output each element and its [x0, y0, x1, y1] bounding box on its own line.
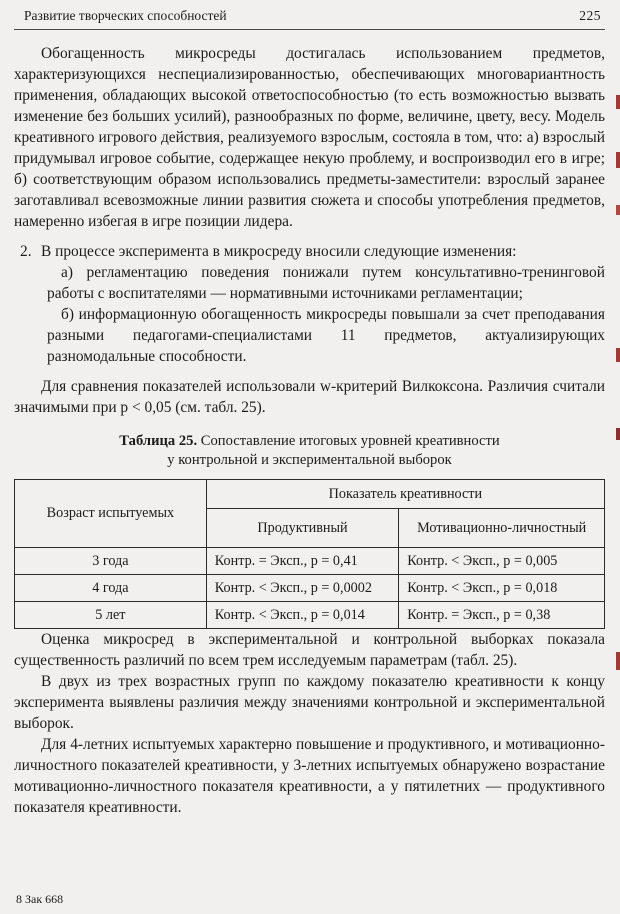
column-header-productive: Продуктивный: [206, 509, 399, 548]
cell-motivational: Контр. = Эксп., p = 0,38: [399, 602, 605, 629]
table-row: [15, 602, 605, 629]
cell-motivational: Контр. < Эксп., p = 0,005: [399, 548, 605, 575]
table-row: [15, 575, 605, 602]
table-body: [15, 548, 605, 629]
item-intro: В процессе эксперимента в микросреду вносили следующие изменения:: [41, 243, 517, 260]
subitem-a: а) регламентацию поведения понижали путем консультативно-тренинговой работы с воспитателями — нормативными источниками регламентации;: [47, 264, 605, 302]
subitem-b: б) информационную обогащенность микросреды повышали за счет преподавания разными педагогами-специалистами 11 предметов, актуализирующих разномодальные способности.: [47, 306, 605, 365]
table-caption-line2: у контрольной и экспериментальной выборок: [167, 452, 452, 468]
cell-productive: Контр. < Эксп., p = 0,014: [206, 602, 399, 629]
table-row: [15, 548, 605, 575]
paragraph-two-of-three: В двух из трех возрастных групп по каждому показателю креативности к концу эксперимента выявлены различия между значениями контрольной и экспериментальной выборок.: [14, 673, 605, 732]
paragraph-evaluation: Оценка микросред в экспериментальной и контрольной выборках показала существенность различий по всем трем исследуемым параметрам (табл. 25).: [14, 631, 605, 669]
scan-edge-mark: [616, 348, 620, 362]
cell-motivational: Контр. < Эксп., p = 0,018: [399, 575, 605, 602]
item-number: 2.: [20, 243, 32, 260]
table-head: [15, 480, 605, 548]
numbered-item-2: [14, 241, 605, 262]
running-header: [14, 6, 605, 30]
table-caption-label: Таблица 25.: [119, 433, 198, 449]
printers-imprint: 8 Зак 668: [16, 892, 64, 906]
scan-edge-mark: [616, 95, 620, 109]
scan-edge-mark: [616, 428, 620, 440]
spacer: [14, 367, 605, 376]
scan-edge-mark: [616, 652, 620, 670]
table-header-row-1: [15, 480, 605, 509]
column-group-header: Показатель креативности: [206, 480, 604, 509]
column-header-age: Возраст испытуемых: [15, 480, 207, 548]
paragraph-age-groups: Для 4-летних испытуемых характерно повышение и продуктивного, и мотивационно-личностного показателей креативности, у 3-летних испытуемых обнаружено возрастание мотивационно-личностного показателя креативности, а у пятилетних — продуктивного показателя креативности.: [14, 736, 605, 816]
cell-productive: Контр. < Эксп., p = 0,0002: [206, 575, 399, 602]
running-header-title: Развитие творческих способностей: [24, 8, 227, 23]
cell-productive: Контр. = Эксп., p = 0,41: [206, 548, 399, 575]
paragraph-wilcoxon: Для сравнения показателей использовали w-критерий Вилкоксона. Различия считали значимыми при p < 0,05 (см. табл. 25).: [14, 378, 605, 416]
creativity-comparison-table: [14, 479, 605, 629]
body-text: [14, 43, 605, 818]
page-number: 225: [579, 8, 601, 23]
column-header-motivational: Мотивационно-личностный: [399, 509, 605, 548]
table-caption: [14, 432, 605, 470]
cell-age: 4 года: [15, 575, 207, 602]
cell-age: 5 лет: [15, 602, 207, 629]
table-caption-rest: Сопоставление итоговых уровней креативности: [197, 433, 500, 449]
paragraph-enrichment: Обогащенность микросреды достигалась использованием предметов, характеризующихся неспециализированностью, обеспечивающих многовариантность применения, обладающих высокой ответоспособностью (то есть возможностью вызвать изменение без больших усилий), разнообразных по форме, величине, цвету, весу. Модель креативного игрового действия, реализуемого взрослым, состояла в том, что: а) взрослый придумывал игровое событие, содержащее некую проблему, и воспроизводил его в игре; б) соответствующим образом использовались предметы-заместители: взрослый заранее заготавливал всевозможные линии развития сюжета и способы употребления предметов, намеренно избегая в игре позиции лидера.: [14, 45, 605, 230]
cell-age: 3 года: [15, 548, 207, 575]
scan-edge-mark: [616, 152, 620, 168]
table-caption-line1: [14, 432, 605, 451]
scan-edge-mark: [616, 205, 620, 215]
